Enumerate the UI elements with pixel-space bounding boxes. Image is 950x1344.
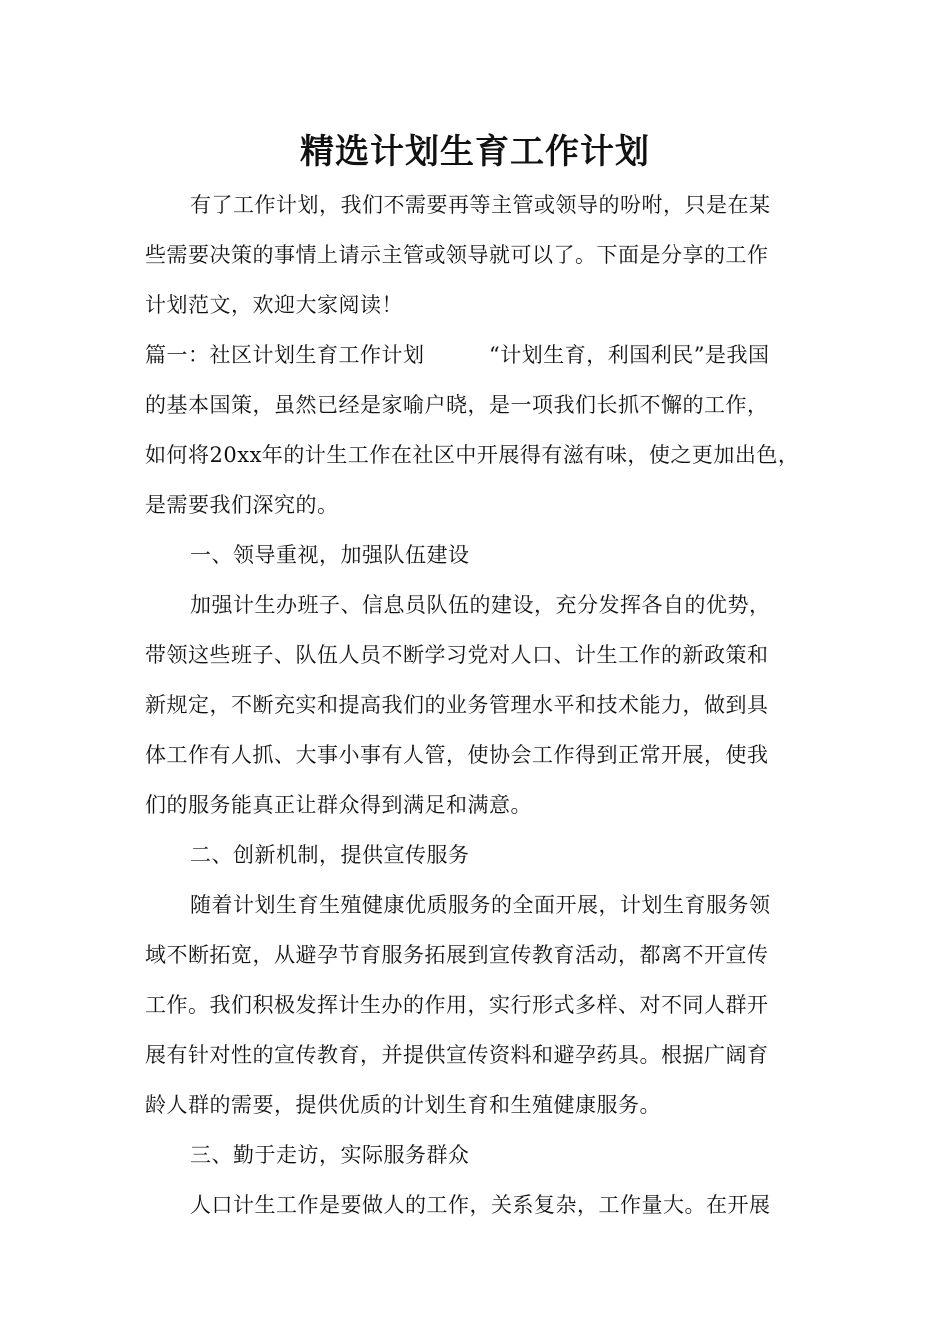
paragraph-line: 们的服务能真正让群众得到满足和满意。 [145, 793, 532, 817]
paragraph-line: 有了工作计划，我们不需要再等主管或领导的吩咐，只是在某 [190, 193, 771, 217]
paragraph-line: 新规定，不断充实和提高我们的业务管理水平和技术能力，做到具 [145, 693, 769, 717]
paragraph-line: 的基本国策，虽然已经是家喻户晓，是一项我们长抓不懈的工作， [145, 393, 769, 417]
paragraph-line: 计划范文，欢迎大家阅读！ [145, 293, 403, 317]
document-title: 精选计划生育工作计划 [300, 132, 650, 172]
paragraph-line: 篇一：社区计划生育工作计划 “计划生育，利国利民”是我国 [145, 343, 770, 367]
paragraph-line: 工作。我们积极发挥计生办的作用，实行形式多样、对不同人群开 [145, 993, 769, 1017]
section-heading: 三、勤于走访，实际服务群众 [190, 1143, 470, 1167]
paragraph-line: 是需要我们深究的。 [145, 493, 339, 517]
section-heading: 二、创新机制，提供宣传服务 [190, 843, 470, 867]
paragraph-line: 加强计生办班子、信息员队伍的建设，充分发挥各自的优势， [190, 593, 771, 617]
paragraph-line: 体工作有人抓、大事小事有人管，使协会工作得到正常开展，使我 [145, 743, 769, 767]
section-heading: 一、领导重视，加强队伍建设 [190, 543, 470, 567]
paragraph-line: 人口计生工作是要做人的工作，关系复杂，工作量大。在开展 [190, 1193, 771, 1217]
document-body [145, 180, 825, 1230]
paragraph-line: 龄人群的需要，提供优质的计划生育和生殖健康服务。 [145, 1093, 661, 1117]
paragraph-line: 随着计划生育生殖健康优质服务的全面开展，计划生育服务领 [190, 893, 771, 917]
paragraph-line: 如何将20xx年的计生工作在社区中开展得有滋有味，使之更加出色， [145, 443, 800, 467]
paragraph-line: 带领这些班子、队伍人员不断学习党对人口、计生工作的新政策和 [145, 643, 769, 667]
paragraph-line: 域不断拓宽，从避孕节育服务拓展到宣传教育活动，都离不开宣传 [145, 943, 769, 967]
paragraph-line: 展有针对性的宣传教育，并提供宣传资料和避孕药具。根据广阔育 [145, 1043, 769, 1067]
paragraph-line: 些需要决策的事情上请示主管或领导就可以了。下面是分享的工作 [145, 243, 769, 267]
